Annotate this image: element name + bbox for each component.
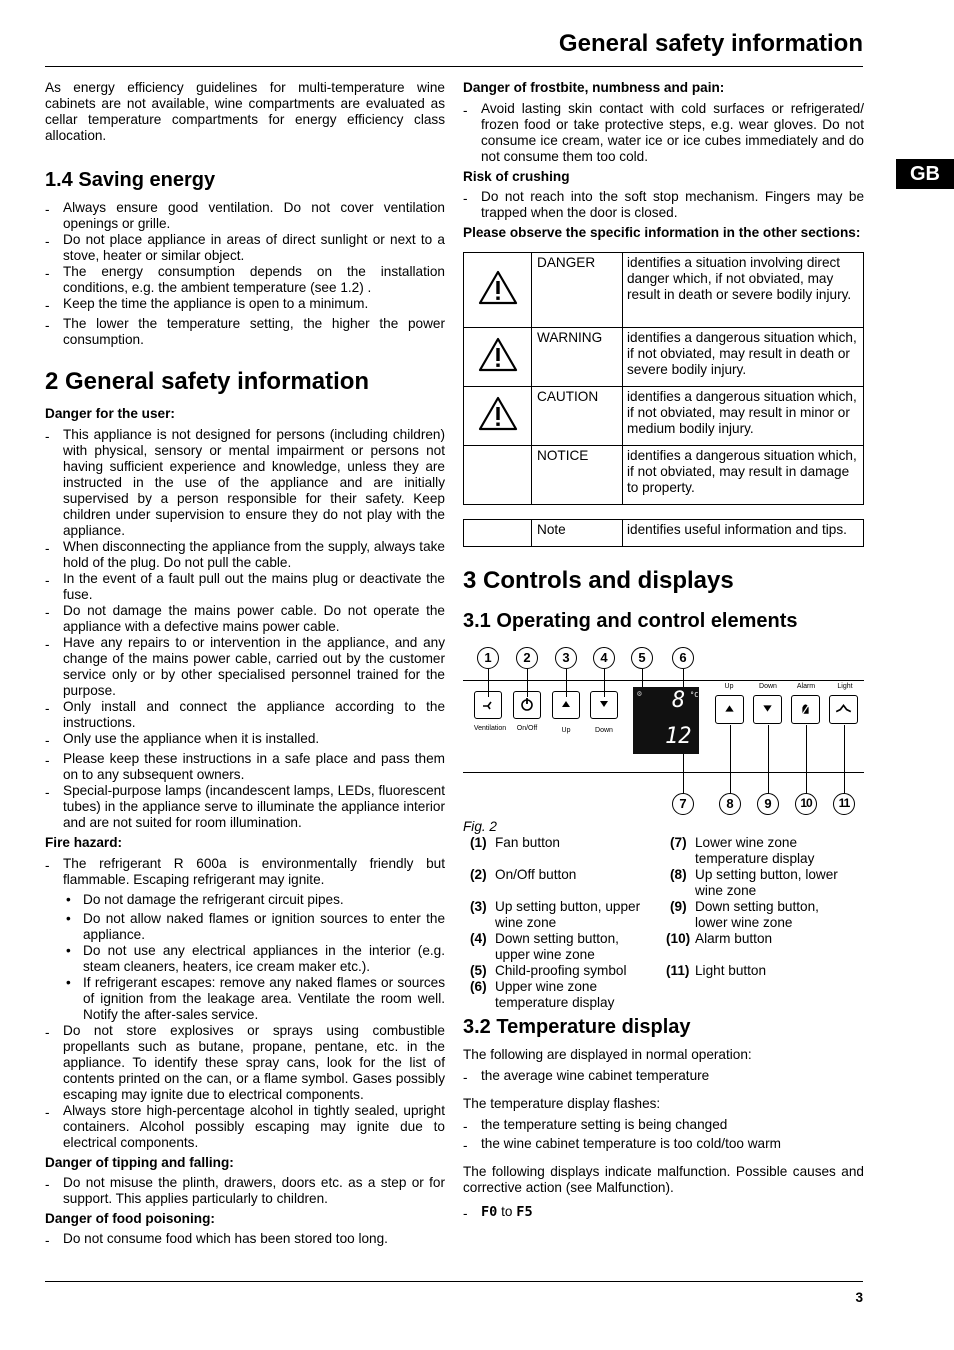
legend-number: (7) — [670, 835, 687, 850]
figure-caption: Fig. 2 — [463, 819, 497, 834]
fire-hazard-sublist — [63, 892, 445, 1023]
warning-triangle-icon — [464, 387, 532, 446]
normal-operation-text: The following are displayed in normal operation: — [463, 1047, 752, 1062]
callout-5: 5 — [631, 647, 653, 669]
left-column — [45, 80, 445, 1247]
legend-number: (3) — [470, 899, 487, 914]
list-item: - The energy consumption depends on the installation conditions, e.g. the ambient temperature (see 1.2) . — [45, 264, 445, 296]
list-item: - Do not reach into the soft stop mechanism. Fingers may be trapped when the door is closed. — [463, 189, 864, 221]
triangle-down-icon — [755, 696, 780, 721]
page-header-title: General safety information — [558, 30, 863, 57]
normal-operation-list — [463, 1068, 864, 1084]
controls-heading: 3 Controls and displays — [463, 567, 734, 594]
triangle-up-icon — [554, 692, 578, 716]
list-item: - Always store high-percentage alcohol in tightly sealed, upright containers. Alcohol possibly escaping may ignite due to electrical components. — [45, 1103, 445, 1151]
legend-number: (6) — [470, 979, 487, 994]
malfunction-text: The following displays indicate malfunction. Possible causes and corrective action (see Malfunction). — [463, 1164, 864, 1195]
display-flashes-text: The temperature display flashes: — [463, 1096, 661, 1111]
tipping-list — [45, 1175, 445, 1207]
temperature-display — [633, 687, 699, 754]
signal-keyword: CAUTION — [532, 387, 623, 446]
empty-icon-cell — [464, 520, 532, 547]
light-icon — [831, 696, 856, 721]
alarm-bell-icon — [793, 696, 818, 721]
legend-number: (9) — [670, 899, 687, 914]
list-item: • Do not allow naked flames or ignition sources to enter the appliance. — [63, 911, 445, 943]
list-item: - The refrigerant R 600a is environmentally friendly but flammable. Escaping refrigerant may ignite. — [45, 856, 445, 888]
food-poisoning-label: Danger of food poisoning: — [45, 1211, 215, 1226]
fire-hazard-list-continued — [45, 1023, 445, 1151]
up-button-upper-zone[interactable] — [552, 691, 580, 719]
legend-number: (11) — [666, 963, 690, 978]
general-safety-heading: 2 General safety information — [45, 368, 370, 395]
signal-keyword: NOTICE — [532, 446, 623, 505]
display-flashes-list — [463, 1117, 864, 1152]
lower-zone-temperature: 12 — [665, 724, 692, 749]
legend-text: Up setting button, lower wine zone — [695, 867, 838, 898]
callout-4: 4 — [593, 647, 615, 669]
table-row — [464, 446, 864, 505]
crushing-list — [463, 189, 864, 221]
ventilation-button[interactable] — [474, 691, 502, 719]
down-button-lower-zone[interactable] — [753, 695, 782, 724]
legend-text: Up setting button, upper wine zone — [495, 899, 641, 930]
down-button-upper-zone[interactable] — [590, 691, 618, 719]
danger-user-list — [45, 427, 445, 831]
legend-number: (1) — [470, 835, 487, 850]
frostbite-label: Danger of frostbite, numbness and pain: — [463, 80, 725, 95]
list-item: - Avoid lasting skin contact with cold surfaces or refrigerated/ frozen food or take protective steps, e.g. wear gloves. Do not consume ice cream, water ice or ice cubes immediately and do not consume them too cold. — [463, 101, 864, 165]
right-column — [463, 80, 864, 1220]
error-code-from: F0 — [481, 1204, 498, 1220]
note-keyword: Note — [532, 520, 623, 547]
list-item: • Do not use any electrical appliances in the interior (e.g. steam cleaners, heaters, ice cream maker etc.). — [63, 943, 445, 975]
malfunction-codes-list — [463, 1204, 864, 1220]
control-panel-figure — [463, 647, 864, 825]
frostbite-list — [463, 101, 864, 165]
table-row — [464, 328, 864, 387]
legend-number: (5) — [470, 963, 487, 978]
signal-description: identifies a dangerous situation which, if not obviated, may result in damage to property. — [623, 446, 864, 505]
list-item: - Have any repairs to or intervention in the appliance, and any change of the mains power cable, carried out by the customer service only or by other specialised personnel trained for the purpose. — [45, 635, 445, 699]
panel-top-line — [463, 680, 864, 681]
list-item: - This appliance is not designed for persons (including children) with physical, sensory or mental impairment or persons not having sufficient experience and knowledge, unless they are instructed in the use of the appliance and are initially supervised by a person responsible for their safety. Keep children under supervision to ensure they do not play with the appliance. — [45, 427, 445, 539]
tipping-label: Danger of tipping and falling: — [45, 1155, 234, 1170]
callout-11: 11 — [833, 793, 855, 815]
intro-paragraph: As energy efficiency guidelines for multi-temperature wine cabinets are not available, wine compartments are evaluated as cellar temperature compartments for energy efficiency class allocation. — [45, 80, 445, 143]
warning-triangle-icon — [464, 253, 532, 328]
food-poisoning-list — [45, 1231, 445, 1247]
list-item: - Always ensure good ventilation. Do not cover ventilation openings or grille. — [45, 200, 445, 232]
temperature-display-heading: 3.2 Temperature display — [463, 1016, 691, 1038]
danger-user-label: Danger for the user: — [45, 406, 175, 421]
list-item: - Do not consume food which has been stored too long. — [45, 1231, 445, 1247]
table-row — [464, 387, 864, 446]
list-item: - When disconnecting the appliance from the supply, always take hold of the plug. Do not pull the cable. — [45, 539, 445, 571]
signal-word-table — [463, 252, 864, 505]
list-item: - In the event of a fault pull out the mains plug or deactivate the fuse. — [45, 571, 445, 603]
callout-7: 7 — [672, 793, 694, 815]
legend-number: (8) — [670, 867, 687, 882]
list-item: - Please keep these instructions in a safe place and pass them on to any subsequent owners. — [45, 751, 445, 783]
list-item: - Do not store explosives or sprays using combustible propellants such as butane, propane, pentane, etc. in the appliance. To identify these spray cans, look for the list of contents printed on the can, or a flame symbol. Gases possibly escaping may ignite due to electrical components. — [45, 1023, 445, 1103]
triangle-up-icon — [717, 696, 742, 721]
callout-9: 9 — [757, 793, 779, 815]
triangle-down-icon — [592, 692, 616, 716]
header-rule — [45, 66, 863, 67]
up-button-label: Up — [561, 727, 571, 734]
light-button[interactable] — [829, 695, 858, 724]
fire-hazard-list — [45, 856, 445, 888]
footer-rule — [45, 1281, 863, 1282]
temperature-unit: °C — [690, 691, 699, 699]
alarm-button[interactable] — [791, 695, 820, 724]
list-item: - Only use the appliance when it is installed. — [45, 731, 445, 747]
signal-description: identifies a dangerous situation which, if not obviated, may result in death or severe bodily injury. — [623, 328, 864, 387]
alarm-button-label: Alarm — [796, 683, 816, 690]
language-tab: GB — [896, 159, 954, 189]
saving-energy-list — [45, 200, 445, 348]
observe-note: Please observe the specific information in the other sections: — [463, 225, 861, 240]
list-item: - the temperature setting is being changed — [463, 1117, 864, 1133]
list-item: - Special-purpose lamps (incandescent lamps, LEDs, fluorescent tubes) in the appliance serve to illuminate the appliance interior and are not suited for room illumination. — [45, 783, 445, 831]
note-table — [463, 519, 864, 547]
page-number: 3 — [855, 1290, 863, 1305]
down-button-label: Down — [595, 727, 613, 734]
list-item: - Do not place appliance in areas of direct sunlight or next to a stove, heater or similar object. — [45, 232, 445, 264]
legend-text: Child-proofing symbol — [495, 963, 627, 978]
signal-keyword: DANGER — [532, 253, 623, 328]
callout-3: 3 — [555, 647, 577, 669]
list-item — [463, 1204, 864, 1220]
signal-keyword: WARNING — [532, 328, 623, 387]
legend-text: Down setting button, upper wine zone — [495, 931, 619, 962]
crushing-label: Risk of crushing — [463, 169, 570, 184]
list-item: • Do not damage the refrigerant circuit pipes. — [63, 892, 445, 908]
legend-text: Upper wine zone temperature display — [495, 979, 615, 1010]
list-item: - the average wine cabinet temperature — [463, 1068, 864, 1084]
error-code-to: F5 — [516, 1204, 533, 1220]
light-button-label: Light — [837, 683, 853, 690]
list-item: • If refrigerant escapes: remove any naked flames or sources of ignition from the leakage area. Ventilate the room well. Notify the after-sales service. — [63, 975, 445, 1023]
up-button-lower-zone[interactable] — [715, 695, 744, 724]
legend-text: Lower wine zone temperature display — [695, 835, 815, 866]
callout-8: 8 — [719, 793, 741, 815]
fire-hazard-label: Fire hazard: — [45, 835, 123, 850]
child-proofing-symbol: ⚙ — [637, 689, 642, 698]
legend-text: Light button — [695, 963, 767, 978]
panel-bottom-line — [463, 772, 864, 773]
warning-triangle-icon — [464, 328, 532, 387]
note-description: identifies useful information and tips. — [623, 520, 864, 547]
on-off-button[interactable] — [513, 691, 541, 719]
power-icon — [515, 692, 539, 716]
saving-energy-heading: 1.4 Saving energy — [45, 169, 216, 191]
legend-text: Down setting button, lower wine zone — [695, 899, 819, 930]
callout-10: 10 — [795, 793, 817, 815]
legend-text: On/Off button — [495, 867, 577, 882]
callout-6: 6 — [672, 647, 694, 669]
list-item: - Do not damage the mains power cable. Do not operate the appliance with a defective mains power cable. — [45, 603, 445, 635]
signal-description: identifies a dangerous situation which, if not obviated, may result in minor or medium bodily injury. — [623, 387, 864, 446]
operating-elements-heading: 3.1 Operating and control elements — [463, 610, 798, 632]
legend-number: (10) — [666, 931, 691, 946]
table-row — [464, 520, 864, 547]
list-item: - Do not misuse the plinth, drawers, doors etc. as a step or for support. This applies particularly to children. — [45, 1175, 445, 1207]
fan-icon — [476, 692, 500, 716]
figure-legend — [463, 835, 864, 1015]
ventilation-button-label: Ventilation — [473, 725, 507, 732]
callout-1: 1 — [477, 647, 499, 669]
on-off-button-label: On/Off — [516, 725, 538, 732]
down-button-label: Down — [759, 683, 777, 690]
list-item: - Only install and connect the appliance according to the instructions. — [45, 699, 445, 731]
up-button-label: Up — [724, 683, 734, 690]
list-item: - The lower the temperature setting, the higher the power consumption. — [45, 316, 445, 348]
legend-text: Alarm button — [695, 931, 773, 946]
legend-text: Fan button — [495, 835, 560, 850]
list-item: - the wine cabinet temperature is too cold/too warm — [463, 1136, 864, 1152]
legend-number: (2) — [470, 867, 487, 882]
list-item: - Keep the time the appliance is open to a minimum. — [45, 296, 445, 312]
empty-icon-cell — [464, 446, 532, 505]
table-row — [464, 253, 864, 328]
signal-description: identifies a situation involving direct danger which, if not obviated, may result in death or severe bodily injury. — [623, 253, 864, 328]
code-range-word: to — [501, 1204, 513, 1219]
callout-2: 2 — [516, 647, 538, 669]
legend-number: (4) — [470, 931, 487, 946]
upper-zone-temperature: 8 — [672, 688, 686, 713]
